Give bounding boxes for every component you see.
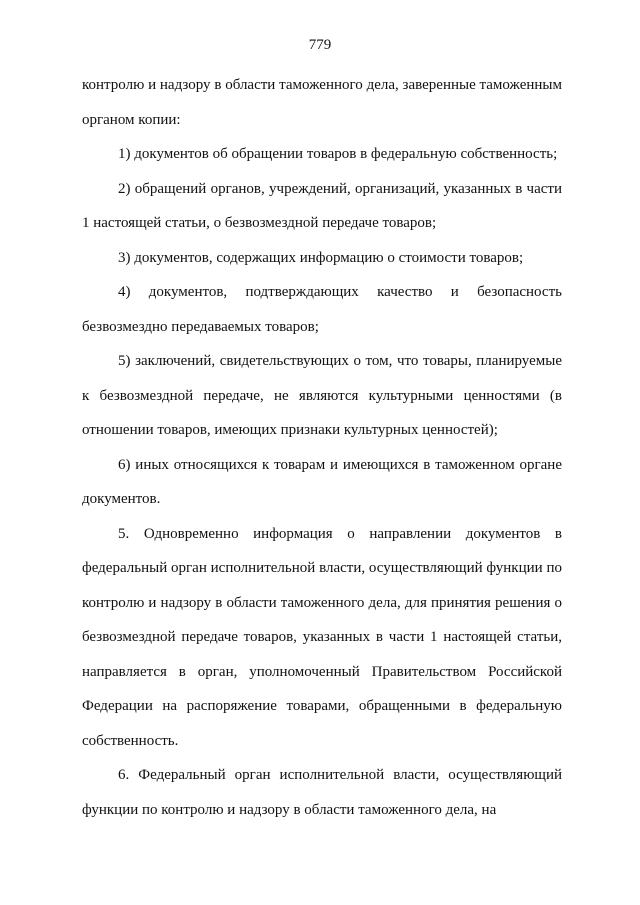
- section-5-paragraph: 5. Одновременно информация о направлении документов в федеральный орган исполнительной власти, осуществляющий функции по контролю и надзору в области таможенного дела, для принятия решения о безвозмездной передаче товаров, указанных в части 1 настоящей статьи, направляется в орган, уполномоченный Правительством Российской Федерации на распоряжение товарами, обращенными в федеральную собственность.: [82, 525, 562, 749]
- section-6-paragraph: 6. Федеральный орган исполнительной власти, осуществляющий функции по контролю и надзору в области таможенного дела, на: [82, 767, 562, 818]
- document-text: [82, 68, 562, 827]
- list-item-1: 1) документов об обращении товаров в федеральную собственность;: [118, 146, 558, 162]
- list-item-6: 6) иных относящихся к товарам и имеющихся в таможенном органе документов.: [82, 456, 562, 507]
- page-number: 779: [308, 37, 332, 53]
- paragraph-continuation: контролю и надзору в области таможенного дела, заверенные таможенным органом копии:: [82, 77, 562, 128]
- list-item-5: 5) заключений, свидетельствующих о том, что товары, планируемые к безвозмездной передаче, не являются культурными ценностями (в отношении товаров, имеющих признаки культурных ценностей);: [82, 353, 562, 438]
- list-item-3: 3) документов, содержащих информацию о стоимости товаров;: [118, 249, 524, 266]
- list-item-4: 4) документов, подтверждающих качество и безопасность безвозмездно передаваемых товаров;: [82, 284, 562, 335]
- list-item-2: 2) обращений органов, учреждений, организаций, указанных в части 1 настоящей статьи, о безвозмездной передаче товаров;: [82, 180, 562, 231]
